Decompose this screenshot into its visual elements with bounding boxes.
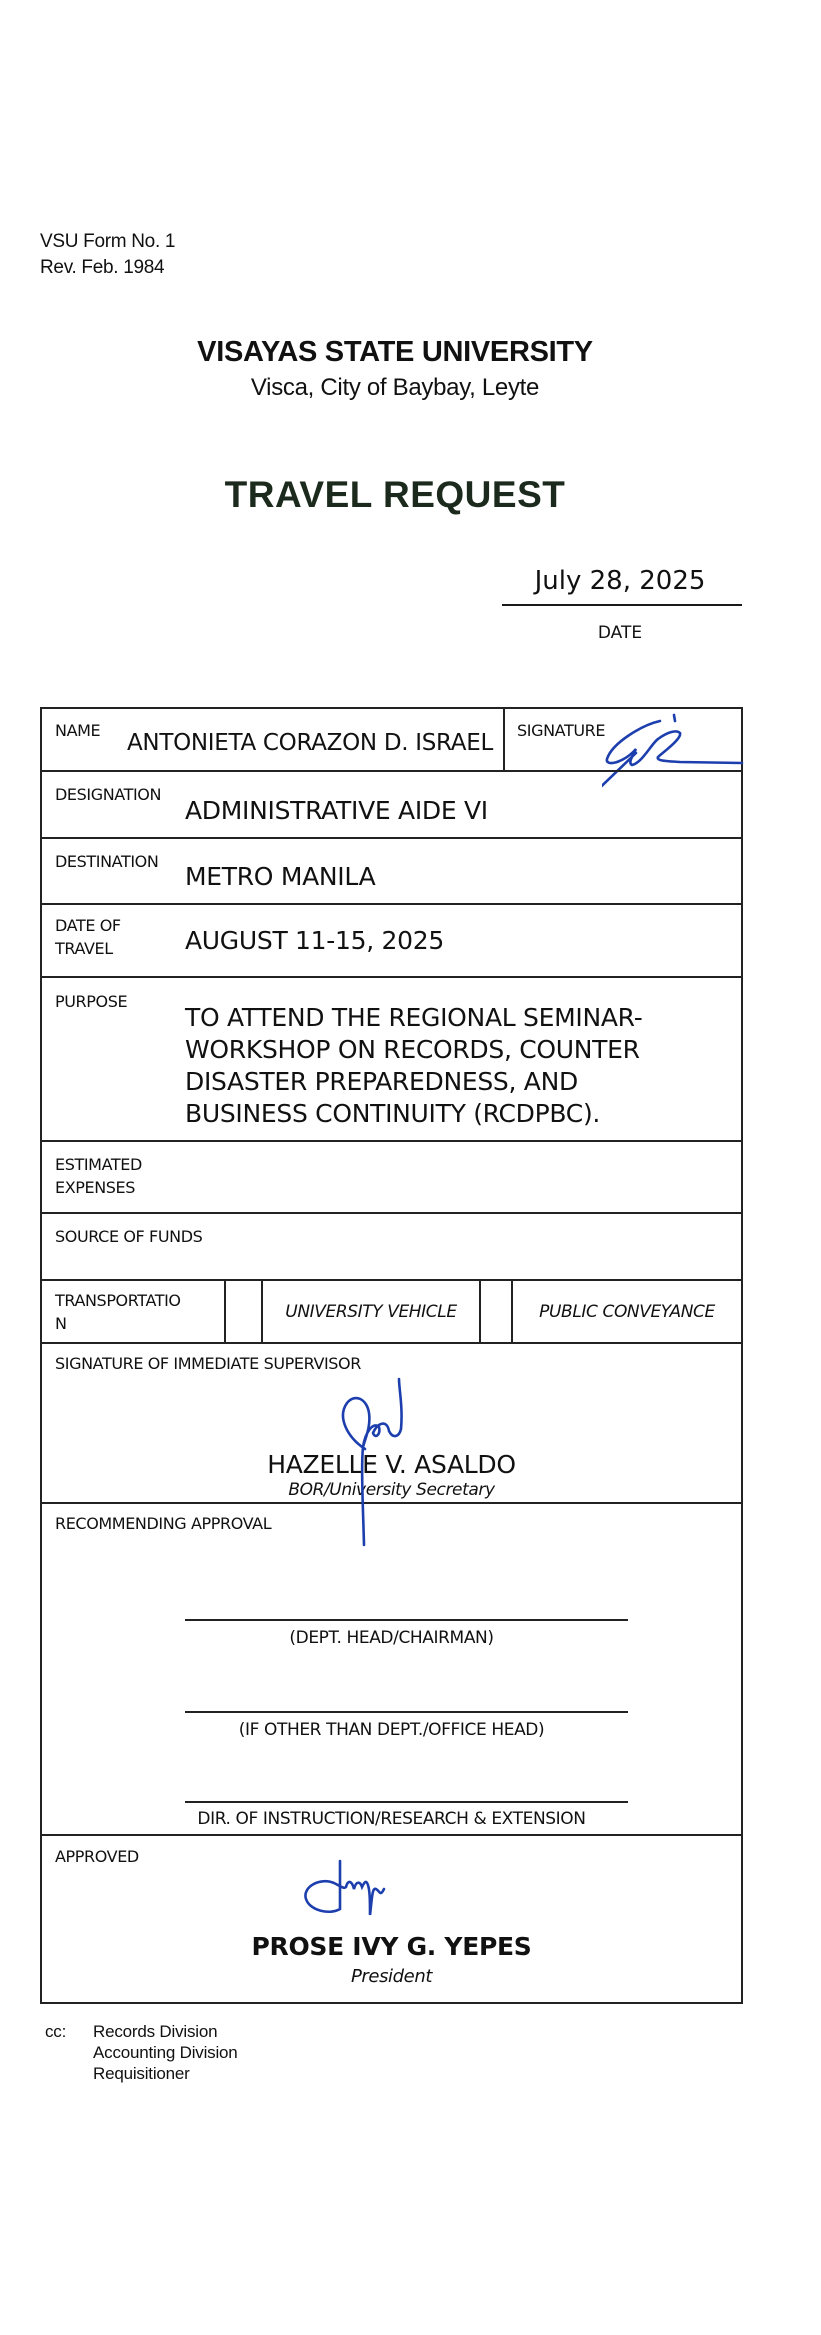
- destination-field[interactable]: METRO MANILA: [185, 862, 376, 891]
- row-divider: [42, 903, 741, 905]
- supervisor-signature-icon: [317, 1377, 427, 1577]
- cc-recipient: Records Division: [93, 2022, 218, 2041]
- cc-list: [93, 2021, 238, 2084]
- estimated-expenses-label-line2: EXPENSES: [55, 1178, 136, 1197]
- date-of-travel-label-line1: DATE OF: [55, 916, 121, 935]
- estimated-expenses-field[interactable]: [185, 1164, 725, 1200]
- row-divider: [42, 1834, 741, 1836]
- name-field[interactable]: ANTONIETA CORAZON D. ISRAEL: [127, 730, 493, 756]
- transportation-label-line2: N: [55, 1314, 67, 1333]
- transportation-label: [55, 1289, 181, 1335]
- recommending-approval-label: RECOMMENDING APPROVAL: [55, 1514, 272, 1533]
- row-divider: [42, 770, 741, 772]
- requester-signature-icon: [602, 713, 752, 793]
- approver-signature-icon: [300, 1859, 430, 1929]
- estimated-expenses-label-line1: ESTIMATED: [55, 1155, 142, 1174]
- request-date-value: July 28, 2025: [534, 566, 706, 596]
- approved-label: APPROVED: [55, 1847, 139, 1866]
- dept-head-caption: (DEPT. HEAD/CHAIRMAN): [289, 1628, 494, 1648]
- destination-label: DESTINATION: [55, 852, 159, 871]
- university-address: Visca, City of Baybay, Leyte: [250, 374, 540, 401]
- supervisor-name: HAZELLE V. ASALDO: [267, 1450, 516, 1479]
- public-conveyance-option: PUBLIC CONVEYANCE: [539, 1302, 715, 1322]
- approver-name: PROSE IVY G. YEPES: [251, 1932, 532, 1961]
- date-of-travel-label-line2: TRAVEL: [55, 939, 113, 958]
- dept-head-signature-line[interactable]: [185, 1619, 628, 1621]
- designation-label: DESIGNATION: [55, 785, 162, 804]
- transportation-label-line1: TRANSPORTATIO: [55, 1291, 181, 1310]
- supervisor-position: BOR/University Secretary: [288, 1480, 495, 1500]
- date-underline: [502, 604, 742, 606]
- designation-field[interactable]: ADMINISTRATIVE AIDE VI: [185, 796, 488, 825]
- form-revision: Rev. Feb. 1984: [40, 257, 165, 278]
- other-head-caption: (IF OTHER THAN DEPT./OFFICE HEAD): [238, 1720, 545, 1740]
- cc-recipient: Requisitioner: [93, 2064, 190, 2083]
- approver-position: President: [350, 1966, 433, 1987]
- cc-label: cc:: [45, 2022, 67, 2041]
- source-of-funds-label: SOURCE OF FUNDS: [55, 1227, 203, 1246]
- date-of-travel-label: [55, 914, 121, 960]
- row-divider: [42, 1212, 741, 1214]
- purpose-line: WORKSHOP ON RECORDS, COUNTER: [185, 1035, 640, 1064]
- form-number-block: [40, 229, 175, 281]
- row-divider: [42, 1279, 741, 1281]
- public-conveyance-checkbox[interactable]: [481, 1283, 511, 1342]
- university-vehicle-checkbox[interactable]: [226, 1283, 261, 1342]
- row-divider: [42, 1140, 741, 1142]
- date-of-travel-field[interactable]: AUGUST 11-15, 2025: [185, 926, 444, 955]
- purpose-line: DISASTER PREPAREDNESS, AND: [185, 1067, 578, 1096]
- purpose-field[interactable]: [185, 1002, 642, 1130]
- travel-request-form: [40, 707, 743, 2004]
- purpose-label: PURPOSE: [55, 992, 128, 1011]
- name-signature-divider: [503, 709, 505, 772]
- date-label: DATE: [597, 623, 643, 643]
- supervisor-label: SIGNATURE OF IMMEDIATE SUPERVISOR: [55, 1354, 361, 1373]
- row-divider: [42, 1342, 741, 1344]
- row-divider: [42, 837, 741, 839]
- cc-recipient: Accounting Division: [93, 2043, 238, 2062]
- university-name: VISAYAS STATE UNIVERSITY: [197, 336, 593, 368]
- purpose-line: BUSINESS CONTINUITY (RCDPBC).: [185, 1099, 601, 1128]
- source-of-funds-field[interactable]: [232, 1231, 722, 1267]
- other-head-signature-line[interactable]: [185, 1711, 628, 1713]
- row-divider: [42, 976, 741, 978]
- name-label: NAME: [55, 721, 101, 740]
- university-vehicle-option: UNIVERSITY VEHICLE: [285, 1302, 457, 1322]
- director-signature-line[interactable]: [185, 1801, 628, 1803]
- estimated-expenses-label: [55, 1153, 142, 1199]
- page-title: TRAVEL REQUEST: [224, 474, 566, 515]
- signature-label: SIGNATURE: [517, 721, 606, 740]
- form-number: VSU Form No. 1: [40, 231, 176, 252]
- purpose-line: TO ATTEND THE REGIONAL SEMINAR-: [185, 1003, 643, 1032]
- director-caption: DIR. OF INSTRUCTION/RESEARCH & EXTENSION: [197, 1809, 586, 1829]
